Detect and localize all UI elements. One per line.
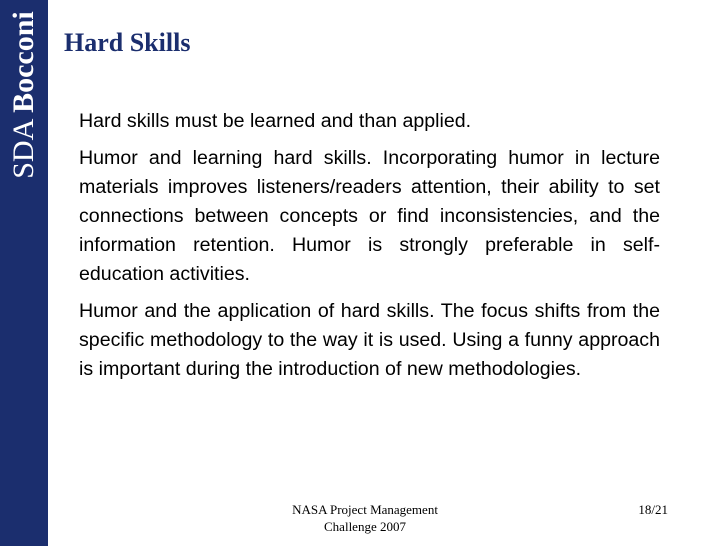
brand-logo-sda: SDA bbox=[7, 112, 40, 179]
footer-line-2: Challenge 2007 bbox=[324, 519, 406, 534]
slide-title: Hard Skills bbox=[64, 28, 191, 57]
page-number: 18/21 bbox=[638, 502, 668, 517]
slide-content bbox=[79, 107, 660, 392]
footer-line-1: NASA Project Management bbox=[292, 502, 438, 517]
brand-logo-bocconi: Bocconi bbox=[7, 11, 40, 113]
paragraph-intro: Hard skills must be learned and than applied. bbox=[79, 110, 472, 132]
sidebar bbox=[0, 0, 48, 546]
paragraph-humor-application: Humor and the application of hard skills. The focus shifts from the specific methodology to the way it is used. Using a funny approach is important during the introduction of new methodologies. bbox=[79, 300, 660, 380]
paragraph-humor-learning: Humor and learning hard skills. Incorporating humor in lecture materials improves listeners/readers attention, their ability to set connections between concepts or find inconsistencies, and the information retention. Humor is strongly preferable in self-education activities. bbox=[79, 147, 660, 285]
brand-logo bbox=[9, 11, 39, 179]
footer-caption bbox=[250, 501, 480, 535]
